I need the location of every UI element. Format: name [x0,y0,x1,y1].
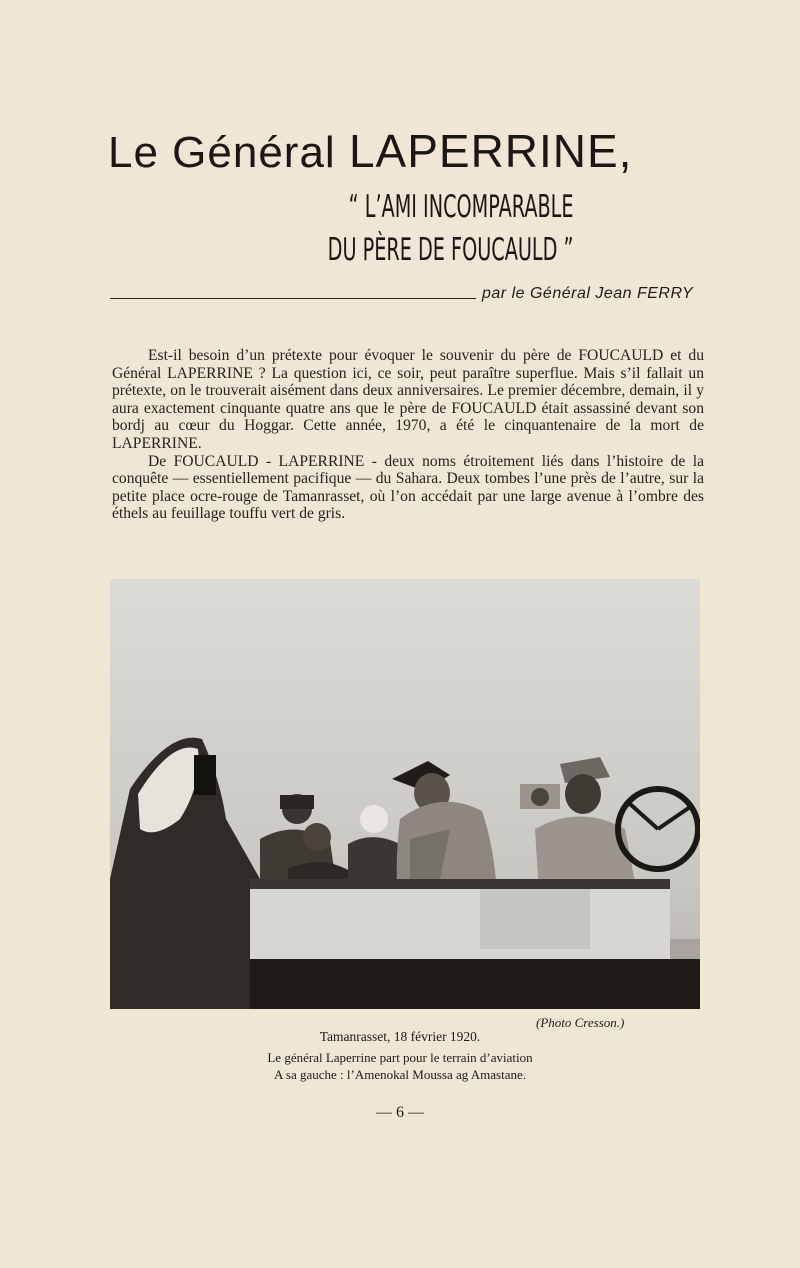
byline-rule [110,298,476,299]
paragraph-2: De FOUCAULD - LAPERRINE - deux noms étroitement liés dans l’histoire de la conquête — essentiellement pacifique — du Sahara. Deux tombes l’une près de l’autre, sur la petite place ocre-rouge de Tamanrasset, où l’on accédait par une large avenue à l’ombre des éthels au feuillage touffu vert de gris. [112,452,704,523]
paragraph-1: Est-il besoin d’un prétexte pour évoquer le souvenir du père de FOUCAULD et du Général LAPERRINE ? La question ici, ce soir, peut paraître superflue. Mais s’il fallait un prétexte, on le trouverait aisément dans deux anniversaires. Le premier décembre, demain, il y aura exactement cinquante quatre ans que le père de FOUCAULD était assassiné devant son bordj au cœur du Hoggar. Cette année, 1970, a été le cinquantenaire de la mort de LAPERRINE. [112,347,704,452]
photo-scene [110,579,700,1009]
photo-credit: (Photo Cresson.) [536,1015,625,1030]
title-prefix: Le Général [108,128,336,177]
subtitle-line-1: “ L’AMI INCOMPARABLE [349,189,574,225]
subtitle-line-2: DU PÈRE DE FOUCAULD ” [328,232,574,268]
author-byline: par le Général Jean FERRY [482,285,694,302]
article-title [108,124,632,178]
page-number: — 6 — [376,1104,424,1121]
caption-line-1: Le général Laperrine part pour le terrain d’aviation [267,1050,533,1065]
title-name: LAPERRINE, [348,125,633,177]
caption-date: Tamanrasset, 18 février 1920. [319,1029,481,1044]
caption-line-2: A sa gauche : l’Amenokal Moussa ag Amastane. [274,1067,526,1082]
photo-caption [0,1049,800,1083]
article-subtitle [328,186,574,272]
historical-photograph [110,579,700,1009]
article-body [112,347,704,523]
